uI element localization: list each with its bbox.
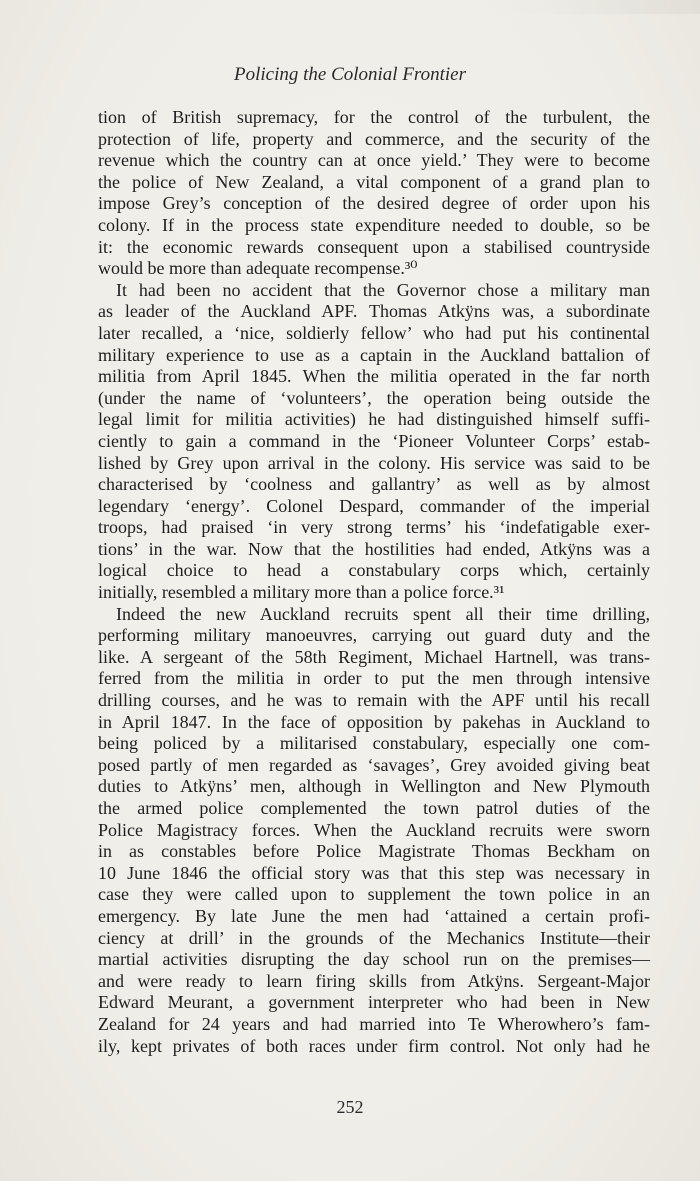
text-line: ciency at drill’ in the grounds of the Mechanics Institute—their xyxy=(98,927,650,948)
text-line: Zealand for 24 years and had married into Te Wherowhero’s fam- xyxy=(98,1013,650,1034)
text-line: in as constables before Police Magistrate Thomas Beckham on xyxy=(98,841,650,862)
text-line: legendary ‘energy’. Colonel Despard, commander of the imperial xyxy=(98,495,650,516)
text-line: and were ready to learn firing skills from Atkÿns. Sergeant-Major xyxy=(98,970,650,991)
text-line: it: the economic rewards consequent upon a stabilised countryside xyxy=(98,236,650,257)
text-line: ily, kept privates of both races under firm control. Not only had he xyxy=(98,1035,650,1056)
page-number: 252 xyxy=(336,1097,364,1117)
body-text xyxy=(98,107,650,1057)
text-line: drilling courses, and he was to remain with the APF until his recall xyxy=(98,690,650,711)
text-line: colony. If in the process state expenditure needed to double, so be xyxy=(98,214,650,235)
text-line: initially, resembled a military more than a police force.³¹ xyxy=(98,582,505,603)
page-edge-shadow xyxy=(500,0,700,14)
text-line: 10 June 1846 the official story was that this step was necessary in xyxy=(98,862,650,883)
text-line: tions’ in the war. Now that the hostilities had ended, Atkÿns was a xyxy=(98,538,650,559)
text-line: legal limit for militia activities) he had distinguished himself suffi- xyxy=(98,409,650,430)
text-line: in April 1847. In the face of opposition by pakehas in Auckland to xyxy=(98,711,650,732)
running-head: Policing the Colonial Frontier xyxy=(233,64,467,85)
text-line: emergency. By late June the men had ‘attained a certain profi- xyxy=(98,905,650,926)
text-line: characterised by ‘coolness and gallantry’ as well as by almost xyxy=(98,474,650,495)
text-line: would be more than adequate recompense.³⁰ xyxy=(98,258,418,279)
text-line: martial activities disrupting the day school run on the premises— xyxy=(98,949,650,970)
text-line: Indeed the new Auckland recruits spent all their time drilling, xyxy=(116,603,650,624)
text-line: troops, had praised ‘in very strong terms’ his ‘indefatigable exer- xyxy=(98,517,650,538)
text-line: ciently to gain a command in the ‘Pioneer Volunteer Corps’ estab- xyxy=(98,430,650,451)
text-line: case they were called upon to supplement the town police in an xyxy=(98,884,650,905)
text-line: revenue which the country can at once yield.’ They were to become xyxy=(98,150,650,171)
text-line: posed partly of men regarded as ‘savages’, Grey avoided giving beat xyxy=(98,754,650,775)
text-line: performing military manoeuvres, carrying out guard duty and the xyxy=(98,625,650,646)
text-line: ferred from the militia in order to put the men through intensive xyxy=(98,668,650,689)
text-line: Edward Meurant, a government interpreter who had been in New xyxy=(98,992,650,1013)
text-line: Police Magistracy forces. When the Auckland recruits were sworn xyxy=(98,819,650,840)
text-line: as leader of the Auckland APF. Thomas Atkÿns was, a subordinate xyxy=(98,301,650,322)
text-line: military experience to use as a captain in the Auckland battalion of xyxy=(98,344,650,365)
text-line: It had been no accident that the Governor chose a military man xyxy=(116,279,650,300)
text-line: being policed by a militarised constabulary, especially one com- xyxy=(98,733,650,754)
text-line: militia from April 1845. When the militia operated in the far north xyxy=(98,366,650,387)
text-line: (under the name of ‘volunteers’, the operation being outside the xyxy=(98,387,650,408)
text-line: like. A sergeant of the 58th Regiment, Michael Hartnell, was trans- xyxy=(98,646,650,667)
text-line: the armed police complemented the town patrol duties of the xyxy=(98,798,650,818)
text-line: tion of British supremacy, for the control of the turbulent, the xyxy=(98,107,650,127)
text-line: protection of life, property and commerce, and the security of the xyxy=(98,128,650,149)
text-line: later recalled, a ‘nice, soldierly fellow’ who had put his continental xyxy=(98,322,650,343)
text-line: duties to Atkÿns’ men, although in Wellington and New Plymouth xyxy=(98,776,650,797)
text-line: impose Grey’s conception of the desired degree of order upon his xyxy=(98,193,650,214)
text-line: the police of New Zealand, a vital component of a grand plan to xyxy=(98,171,650,192)
text-line: lished by Grey upon arrival in the colony. His service was said to be xyxy=(98,452,650,473)
text-line: logical choice to head a constabulary corps which, certainly xyxy=(98,560,650,581)
